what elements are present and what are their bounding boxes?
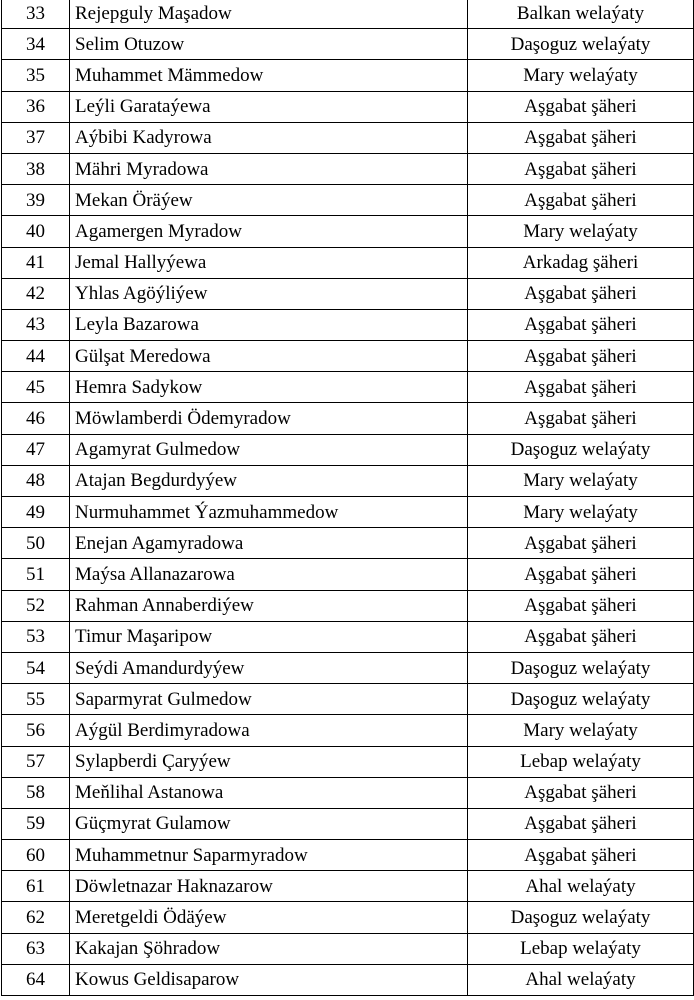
region-cell: Mary welaýaty	[468, 216, 694, 247]
table-row	[2, 122, 694, 153]
region-cell: Daşoguz welaýaty	[468, 684, 694, 715]
name-cell: Aýbibi Kadyrowa	[70, 122, 468, 153]
row-number-cell: 38	[2, 153, 70, 184]
table-row	[2, 777, 694, 808]
name-cell: Maýsa Allanazarowa	[70, 559, 468, 590]
table-row	[2, 497, 694, 528]
name-cell: Atajan Begdurdyýew	[70, 465, 468, 496]
name-cell: Seýdi Amandurdyýew	[70, 652, 468, 683]
row-number-cell: 34	[2, 29, 70, 60]
name-cell: Möwlamberdi Ödemyradow	[70, 403, 468, 434]
row-number-cell: 55	[2, 684, 70, 715]
name-cell: Saparmyrat Gulmedow	[70, 684, 468, 715]
region-cell: Aşgabat şäheri	[468, 621, 694, 652]
table-row	[2, 60, 694, 91]
row-number-cell: 59	[2, 808, 70, 839]
table-row	[2, 372, 694, 403]
row-number-cell: 64	[2, 964, 70, 995]
name-cell: Sylapberdi Çaryýew	[70, 746, 468, 777]
row-number-cell: 35	[2, 60, 70, 91]
name-cell: Rahman Annaberdiýew	[70, 590, 468, 621]
region-cell: Lebap welaýaty	[468, 933, 694, 964]
region-cell: Aşgabat şäheri	[468, 309, 694, 340]
name-cell: Muhammetnur Saparmyradow	[70, 840, 468, 871]
table-row	[2, 902, 694, 933]
table-row	[2, 185, 694, 216]
table-body	[2, 0, 694, 996]
region-cell: Daşoguz welaýaty	[468, 902, 694, 933]
name-cell: Rejepguly Maşadow	[70, 0, 468, 29]
region-cell: Mary welaýaty	[468, 715, 694, 746]
region-cell: Mary welaýaty	[468, 465, 694, 496]
region-cell: Aşgabat şäheri	[468, 341, 694, 372]
name-cell: Kakajan Şöhradow	[70, 933, 468, 964]
row-number-cell: 57	[2, 746, 70, 777]
name-cell: Selim Otuzow	[70, 29, 468, 60]
row-number-cell: 50	[2, 528, 70, 559]
table-row	[2, 746, 694, 777]
table-row	[2, 652, 694, 683]
table-row	[2, 403, 694, 434]
table-row	[2, 715, 694, 746]
table-row	[2, 278, 694, 309]
name-cell: Gülşat Meredowa	[70, 341, 468, 372]
table-row	[2, 684, 694, 715]
region-cell: Aşgabat şäheri	[468, 185, 694, 216]
row-number-cell: 49	[2, 497, 70, 528]
row-number-cell: 43	[2, 309, 70, 340]
row-number-cell: 51	[2, 559, 70, 590]
table-row	[2, 465, 694, 496]
region-cell: Aşgabat şäheri	[468, 153, 694, 184]
region-cell: Aşgabat şäheri	[468, 278, 694, 309]
name-cell: Meretgeldi Ödäýew	[70, 902, 468, 933]
region-cell: Aşgabat şäheri	[468, 122, 694, 153]
row-number-cell: 40	[2, 216, 70, 247]
name-cell: Leyla Bazarowa	[70, 309, 468, 340]
table-row	[2, 528, 694, 559]
region-cell: Aşgabat şäheri	[468, 777, 694, 808]
name-cell: Enejan Agamyradowa	[70, 528, 468, 559]
name-cell: Kowus Geldisaparow	[70, 964, 468, 995]
name-cell: Agamyrat Gulmedow	[70, 434, 468, 465]
region-cell: Aşgabat şäheri	[468, 840, 694, 871]
row-number-cell: 48	[2, 465, 70, 496]
region-cell: Mary welaýaty	[468, 497, 694, 528]
row-number-cell: 60	[2, 840, 70, 871]
table-row	[2, 559, 694, 590]
region-cell: Mary welaýaty	[468, 60, 694, 91]
name-cell: Muhammet Mämmedow	[70, 60, 468, 91]
region-cell: Lebap welaýaty	[468, 746, 694, 777]
row-number-cell: 39	[2, 185, 70, 216]
row-number-cell: 53	[2, 621, 70, 652]
table-row	[2, 434, 694, 465]
region-cell: Aşgabat şäheri	[468, 590, 694, 621]
region-cell: Aşgabat şäheri	[468, 528, 694, 559]
region-cell: Aşgabat şäheri	[468, 403, 694, 434]
name-cell: Leýli Garataýewa	[70, 91, 468, 122]
region-cell: Aşgabat şäheri	[468, 808, 694, 839]
name-cell: Hemra Sadykow	[70, 372, 468, 403]
name-cell: Jemal Hallyýewa	[70, 247, 468, 278]
table-row	[2, 29, 694, 60]
name-cell: Aýgül Berdimyradowa	[70, 715, 468, 746]
row-number-cell: 52	[2, 590, 70, 621]
row-number-cell: 58	[2, 777, 70, 808]
row-number-cell: 36	[2, 91, 70, 122]
table-row	[2, 964, 694, 995]
name-cell: Mekan Öräýew	[70, 185, 468, 216]
row-number-cell: 44	[2, 341, 70, 372]
region-cell: Arkadag şäheri	[468, 247, 694, 278]
table-row	[2, 153, 694, 184]
table-row	[2, 871, 694, 902]
table-row	[2, 341, 694, 372]
region-cell: Daşoguz welaýaty	[468, 434, 694, 465]
region-cell: Aşgabat şäheri	[468, 559, 694, 590]
name-cell: Mähri Myradowa	[70, 153, 468, 184]
table-row	[2, 91, 694, 122]
name-cell: Agamergen Myradow	[70, 216, 468, 247]
row-number-cell: 47	[2, 434, 70, 465]
row-number-cell: 37	[2, 122, 70, 153]
table-row	[2, 840, 694, 871]
participants-table	[1, 0, 694, 996]
region-cell: Aşgabat şäheri	[468, 91, 694, 122]
row-number-cell: 45	[2, 372, 70, 403]
name-cell: Döwletnazar Haknazarow	[70, 871, 468, 902]
table-row	[2, 216, 694, 247]
region-cell: Ahal welaýaty	[468, 964, 694, 995]
name-cell: Nurmuhammet Ýazmuhammedow	[70, 497, 468, 528]
name-cell: Timur Maşaripow	[70, 621, 468, 652]
row-number-cell: 46	[2, 403, 70, 434]
name-cell: Yhlas Agöýliýew	[70, 278, 468, 309]
region-cell: Aşgabat şäheri	[468, 372, 694, 403]
row-number-cell: 63	[2, 933, 70, 964]
table-row	[2, 590, 694, 621]
region-cell: Daşoguz welaýaty	[468, 652, 694, 683]
name-cell: Meňlihal Astanowa	[70, 777, 468, 808]
table-row	[2, 621, 694, 652]
row-number-cell: 54	[2, 652, 70, 683]
name-cell: Güçmyrat Gulamow	[70, 808, 468, 839]
row-number-cell: 62	[2, 902, 70, 933]
row-number-cell: 61	[2, 871, 70, 902]
table-row	[2, 933, 694, 964]
table-row	[2, 247, 694, 278]
table-row	[2, 808, 694, 839]
region-cell: Ahal welaýaty	[468, 871, 694, 902]
region-cell: Daşoguz welaýaty	[468, 29, 694, 60]
table-row	[2, 0, 694, 29]
row-number-cell: 33	[2, 0, 70, 29]
row-number-cell: 56	[2, 715, 70, 746]
table-row	[2, 309, 694, 340]
row-number-cell: 41	[2, 247, 70, 278]
row-number-cell: 42	[2, 278, 70, 309]
region-cell: Balkan welaýaty	[468, 0, 694, 29]
